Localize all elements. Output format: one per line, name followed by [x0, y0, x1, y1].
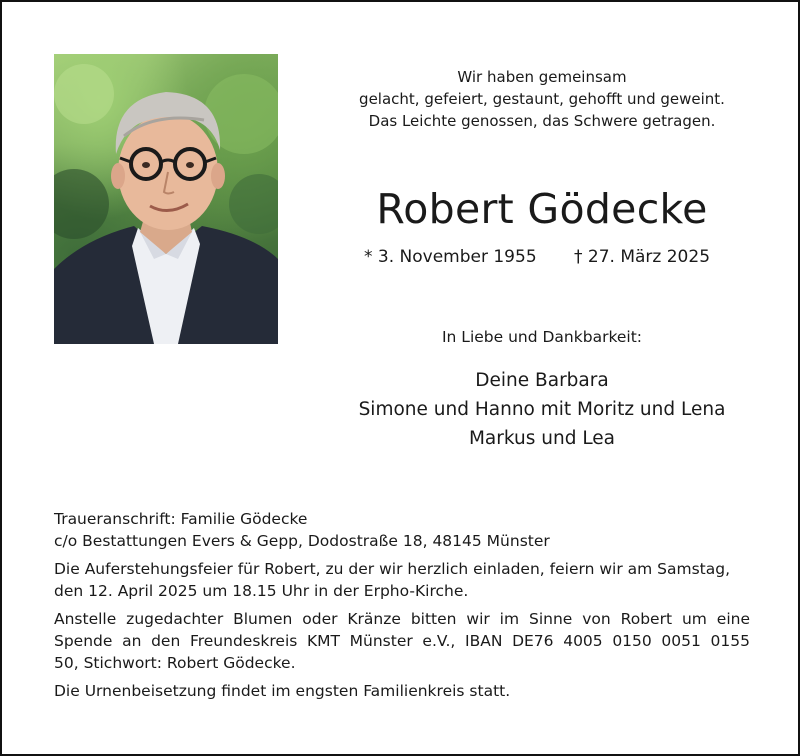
ceremony-info	[54, 558, 750, 602]
donation-line: Spende an den Freundeskreis KMT Münster e.V., IBAN DE76 4005 0150 0051 0155	[54, 632, 750, 650]
verse-line: Wir haben gemeinsam	[457, 68, 627, 86]
ceremony-line: Die Auferstehungsfeier für Robert, zu der wir herzlich einladen, feiern wir am Samstag,	[54, 560, 730, 578]
ceremony-line: den 12. April 2025 um 18.15 Uhr in der Erpho-Kirche.	[54, 582, 469, 600]
donation-line: Anstelle zugedachter Blumen oder Kränze bitten wir im Sinne von Robert um eine	[54, 610, 750, 628]
family-line: Markus und Lea	[468, 428, 616, 449]
details	[54, 508, 750, 710]
donation-line: 50, Stichwort: Robert Gödecke.	[54, 654, 296, 672]
birth-date: * 3. November 1955	[364, 247, 537, 267]
verse-line: Das Leichte genossen, das Schwere getragen.	[368, 112, 716, 130]
dedication: In Liebe und Dankbarkeit:	[441, 328, 643, 346]
family-line: Deine Barbara	[475, 370, 609, 391]
family-list	[302, 366, 782, 453]
verse-line: gelacht, gefeiert, gestaunt, gehofft und geweint.	[359, 90, 725, 108]
address-line: Traueranschrift: Familie Gödecke	[54, 510, 308, 528]
donation-info	[54, 608, 750, 674]
address-line: c/o Bestattungen Evers & Gepp, Dodostraße 18, 48145 Münster	[54, 532, 550, 550]
burial-info: Die Urnenbeisetzung findet im engsten Familienkreis statt.	[54, 682, 511, 700]
family-line: Simone und Hanno mit Moritz und Lena	[358, 399, 726, 420]
death-date: † 27. März 2025	[574, 247, 711, 267]
mourning-address	[54, 508, 750, 552]
verse	[332, 66, 752, 132]
portrait-photo	[54, 54, 278, 344]
deceased-name: Robert Gödecke	[376, 185, 708, 233]
